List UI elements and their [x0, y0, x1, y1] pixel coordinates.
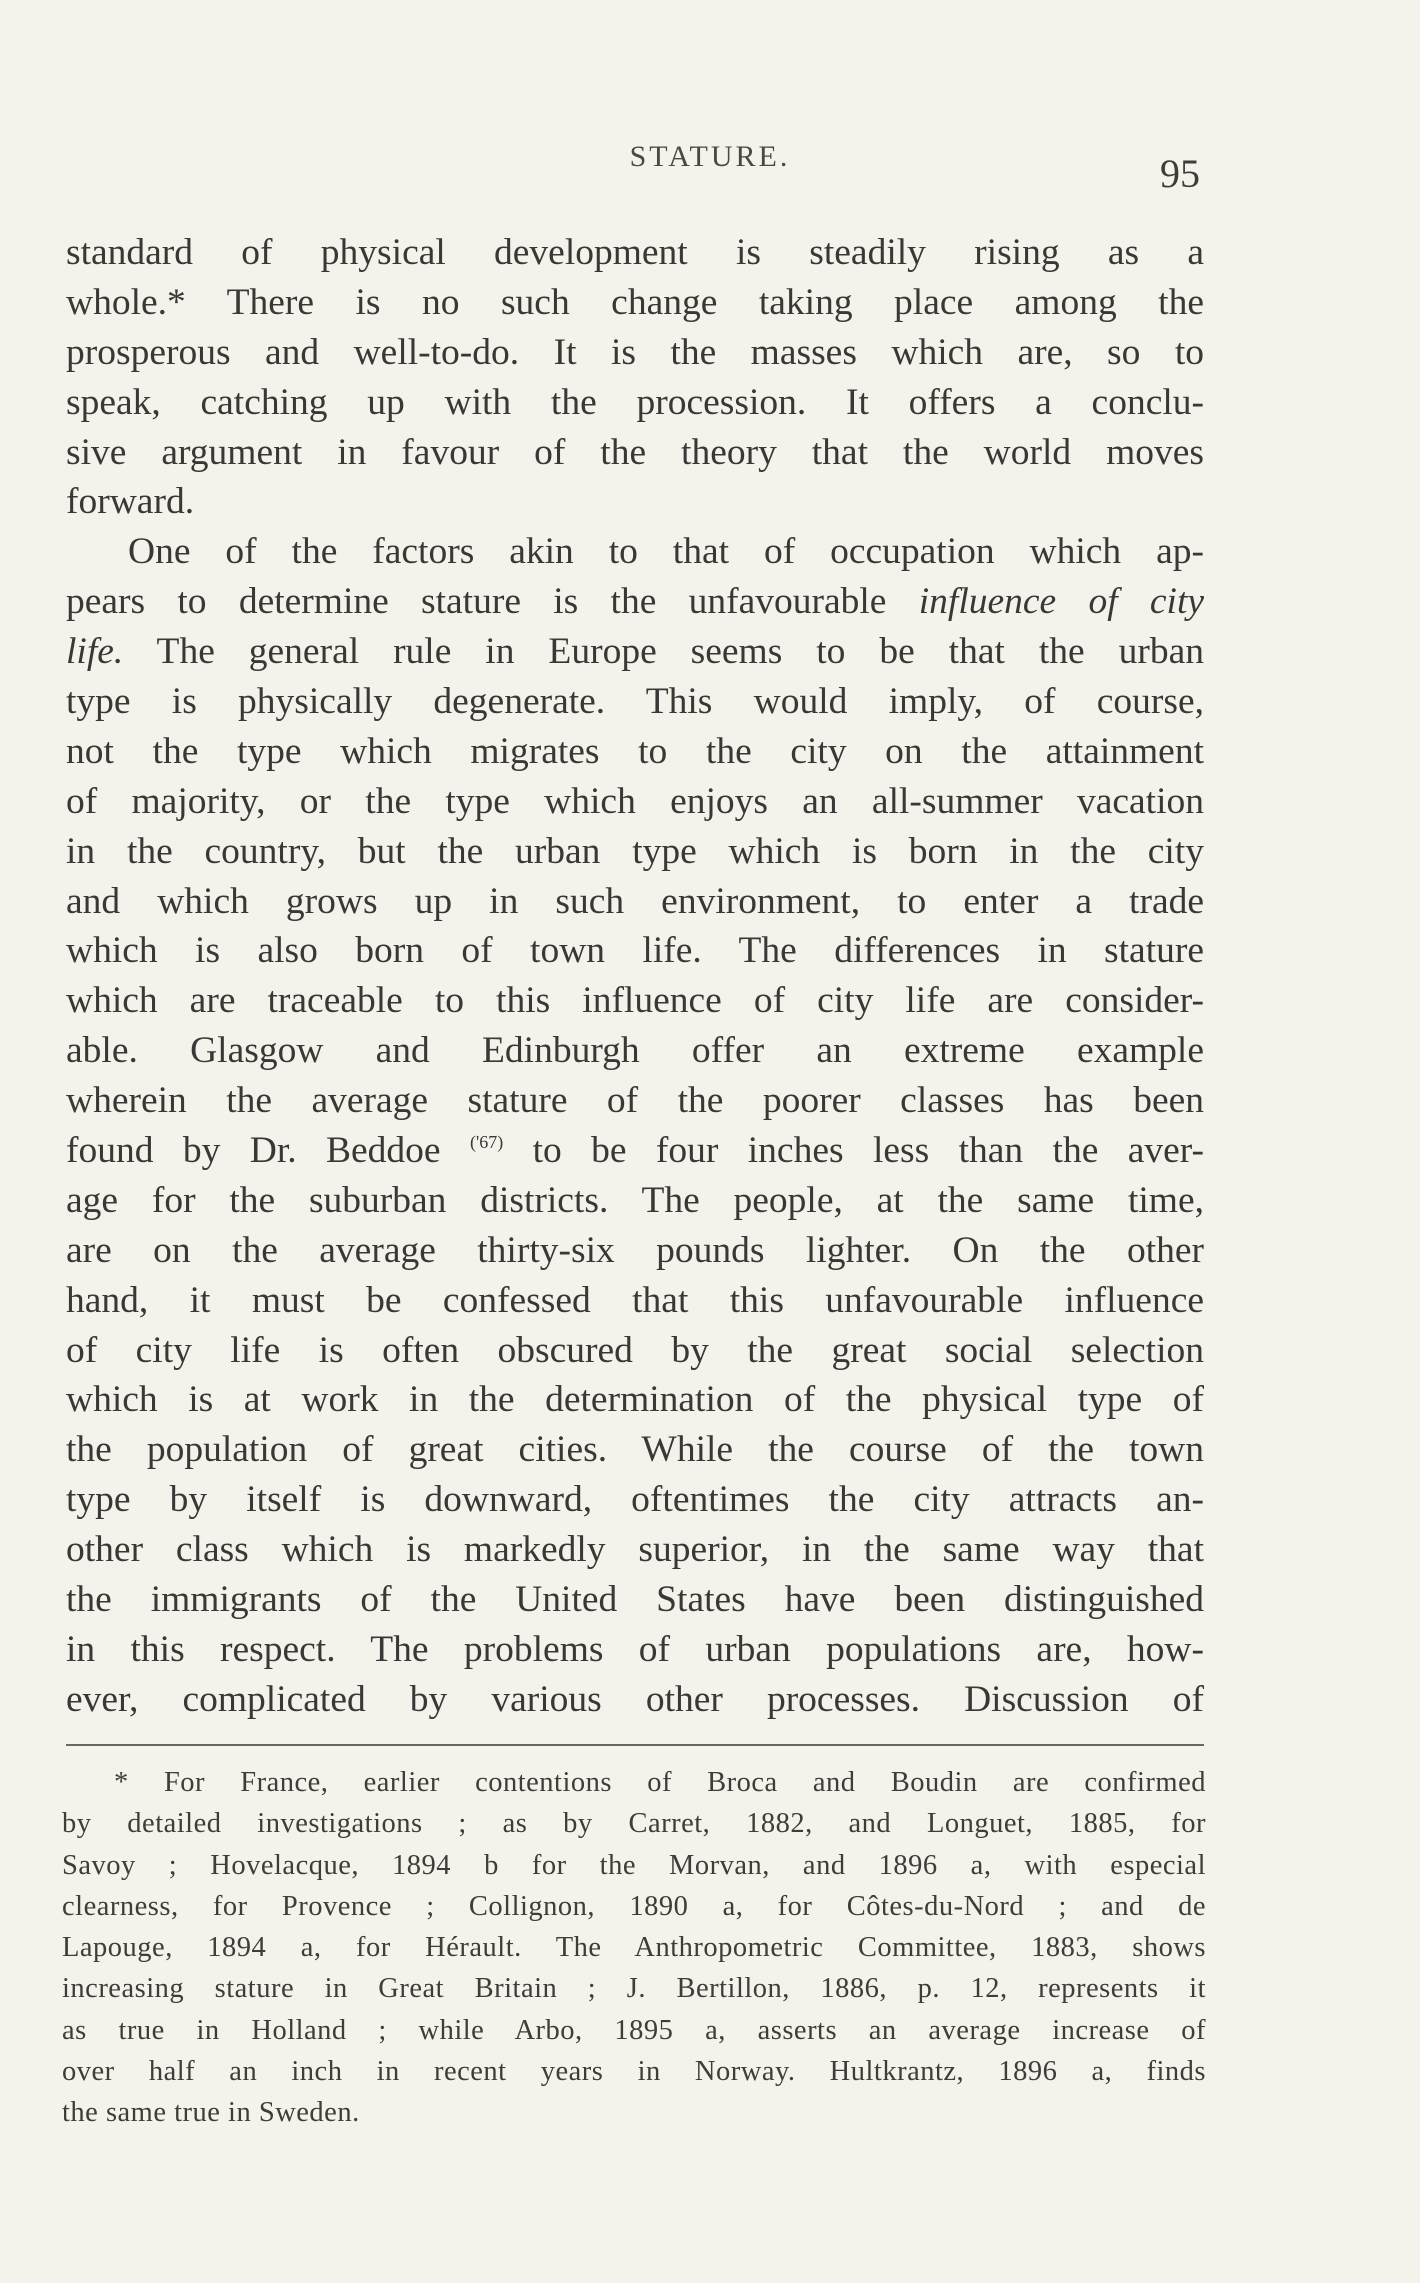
text-line: standard of physical development is steadily rising as a — [66, 232, 1204, 273]
italic-phrase: life. — [66, 631, 124, 673]
text-line: type is physically degenerate. This would imply, of course, — [66, 681, 1204, 723]
footnote-line: clearness, for Provence ; Collignon, 1890 a, for Côtes-du-Nord ; and de — [62, 1890, 1206, 1922]
running-title: STATURE. — [629, 140, 791, 173]
citation-superscript: ('67) — [469, 1132, 504, 1153]
text-line: which are traceable to this influence of city life are consider- — [66, 980, 1204, 1022]
footnote-line: over half an inch in recent years in Norway. Hultkrantz, 1896 a, finds — [62, 2056, 1206, 2088]
main-text — [66, 228, 1204, 1725]
text-line: wherein the average stature of the poorer classes has been — [66, 1080, 1204, 1122]
text-line: able. Glasgow and Edinburgh offer an extreme example — [66, 1030, 1204, 1072]
text-line: whole.* There is no such change taking place among the — [66, 281, 1204, 323]
text-line: speak, catching up with the procession. It offers a conclu- — [66, 381, 1204, 423]
page-number: 95 — [1160, 151, 1200, 196]
text-line: forward. — [66, 481, 195, 523]
text-line: the immigrants of the United States have been distinguished — [66, 1579, 1204, 1621]
text-line: the population of great cities. While the course of the town — [66, 1429, 1204, 1471]
footnote-line: Lapouge, 1894 a, for Hérault. The Anthropometric Committee, 1883, shows — [62, 1932, 1206, 1964]
footnote-line: Savoy ; Hovelacque, 1894 b for the Morvan, and 1896 a, with especial — [62, 1849, 1206, 1881]
footnote-line: as true in Holland ; while Arbo, 1895 a, asserts an average increase of — [62, 2014, 1206, 2046]
text-line: prosperous and well-to-do. It is the masses which are, so to — [66, 331, 1204, 373]
text-line: found by Dr. Beddoe $^{('67)}$ to be four inches less than the aver- — [66, 1130, 1204, 1172]
footnote-line: by detailed investigations ; as by Carret, 1882, and Longuet, 1885, for — [62, 1808, 1206, 1840]
text-line: hand, it must be confessed that this unfavourable influence — [66, 1279, 1204, 1321]
text-line: and which grows up in such environment, to enter a trade — [66, 880, 1204, 922]
text-line: are on the average thirty-six pounds lighter. On the other — [66, 1229, 1204, 1271]
footnote — [62, 1762, 1206, 2134]
text-line: which is also born of town life. The differences in stature — [66, 930, 1204, 972]
text-line: which is at work in the determination of the physical type of — [66, 1379, 1204, 1421]
text-line: life. The general rule in Europe seems to be that the urban — [66, 631, 1204, 673]
footnote-line: the same true in Sweden. — [62, 2097, 360, 2129]
text-line: other class which is markedly superior, in the same way that — [66, 1529, 1204, 1571]
text-line: of city life is often obscured by the great social selection — [66, 1329, 1204, 1371]
text-line: type by itself is downward, oftentimes the city attracts an- — [66, 1479, 1204, 1521]
italic-phrase: influence of city — [918, 581, 1205, 623]
text-line: age for the suburban districts. The people, at the same time, — [66, 1179, 1204, 1221]
text-line: in this respect. The problems of urban populations are, how- — [66, 1628, 1204, 1670]
text-line: not the type which migrates to the city on the attainment — [66, 730, 1204, 772]
text-line: in the country, but the urban type which is born in the city — [66, 830, 1204, 872]
footnote-line: increasing stature in Great Britain ; J. Bertillon, 1886, p. 12, represents it — [62, 1973, 1206, 2005]
text-line: of majority, or the type which enjoys an all-summer vacation — [66, 780, 1204, 822]
footnote-divider — [66, 1744, 1204, 1746]
text-line: sive argument in favour of the theory that the world moves — [66, 431, 1204, 473]
text-line: pears to determine stature is the unfavourable influence of city — [66, 581, 1205, 623]
text-line: ever, complicated by various other processes. Discussion of — [66, 1678, 1204, 1720]
footnote-line: * For France, earlier contentions of Broca and Boudin are confirmed — [114, 1767, 1206, 1798]
text-line: One of the factors akin to that of occupation which ap- — [128, 531, 1204, 573]
